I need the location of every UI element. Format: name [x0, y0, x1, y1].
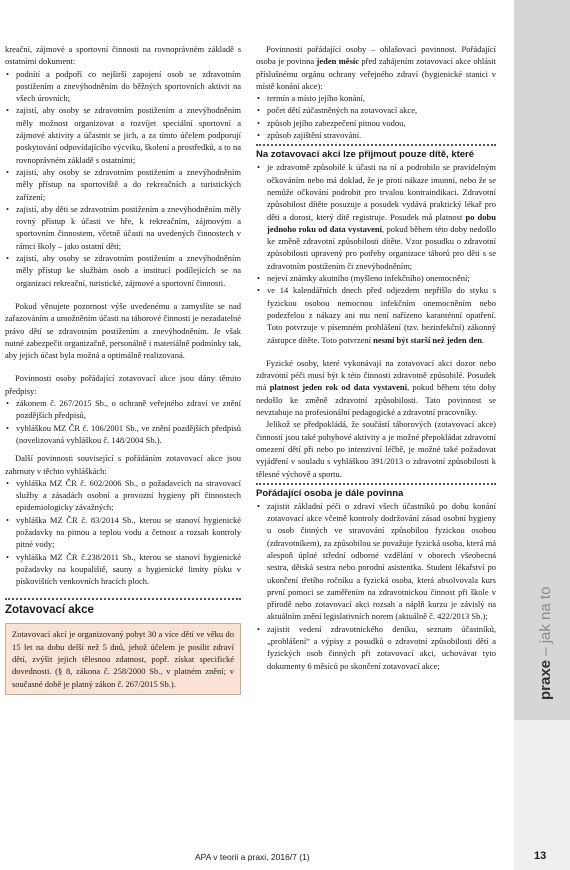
- list-item: • nejeví známky akutního (myšleno infekčního) onemocnění;: [256, 272, 496, 284]
- list-item: • vyhláška MZ ČR č. 83/2014 Sb., kterou se stanoví hygienické požadavky na pitnou a teplou vodu a četnost a rozsah kontroly pitné vody;: [5, 514, 241, 551]
- attention-paragraph: Pokud věnujete pozornost výše uvedenému a zamyslíte se nad zařazováním a umožněním účasti na táborové činnosti je nezadatelné právo dětí se zdravotním postižením a znevýhodněním. Je však nutné zabezpečit organizačně, personálně i materiálně podmínky tak, aby jejich účast byla možná a optimálně realizovaná.: [5, 300, 241, 361]
- list-item: • termín a místo jejího konání,: [256, 92, 496, 104]
- list-item: • způsob jejího zabezpečení pitnou vodou,: [256, 117, 496, 129]
- list-item: • ve 14 kalendářních dnech před odjezdem nepřišlo do styku s fyzickou osobou nemocnou infekčním onemocněním nebo podezřelou z nákazy ani mu není nařízeno karanténní opatření. Toto potvrzuje v písemném prohlášení (tzv. bezinfekční) zákonný zástupce dítěte. Toto potvrzení nesmí být starší než jeden den.: [256, 284, 496, 345]
- journal-citation: APA v teorii a praxi, 2016/7 (1): [195, 852, 310, 862]
- staff-health-paragraph: Fyzické osoby, které vykonávají na zotavovací akci dozor nebo zdravotní péči musí být k této činnosti zdravotně způsobilé. Posudek má platnost jeden rok od data vystavení, pokud během této doby nedošlo ke změně zdravotní způsobilosti. Tato povinnost se nevztahuje na profesionální pedagogické a zdravotní pracovníky.: [256, 357, 497, 418]
- list-item: • vyhláškou MZ ČR č. 106/2001 Sb., ve znění pozdějších předpisů (novelizovaná vyhláškou č. 148/2004 Sb.).: [5, 422, 241, 447]
- list-item: • vyhláška MZ ČR č.238/2011 Sb., kterou se stanoví hygienické požadavky na koupaliště, sauny a hygienické limity písku v pískovištích venkovních hracích ploch.: [5, 551, 241, 588]
- definition-box-title: Zotavovací akce: [5, 598, 241, 618]
- physical-activity-paragraph: Jelikož se předpokládá, že součástí táborových (zotavovací akce) činností jsou také pohybové aktivity a je možné přepokládat zdravotní omezení dětí při nebo po intenzivní léčbě, je možné také požadovat vyjádření v souladu s vyhláškou 391/2013 o zdravotní způsobilosti k tělesné výchově a sportu.: [256, 419, 496, 479]
- section-heading-organizer: Pořádající osoba je dále povinna: [256, 487, 404, 499]
- list-item: • zajistí, aby děti se zdravotním postižením a znevýhodněním měly rovný přístup k účasti ve hře, k rekreačním, zájmovým a sportovním činnostem, včetně účasti na uvedených činnostech v rámci školy – jako ostatní děti;: [5, 203, 241, 252]
- section-label: [537, 587, 554, 700]
- section-label-rest: – jak na to: [537, 586, 554, 660]
- section-heading-healthy-child: Na zotavovací akci lze přijmout pouze dítě, které: [256, 149, 475, 161]
- side-tab-lower-band: [514, 720, 570, 870]
- page-number: 13: [534, 850, 547, 862]
- list-item: • zajistí, aby osoby se zdravotním postižením a znevýhodněním měly možnost organizovat a rozvíjet speciální sportovní a zájmové aktivity a účastnit se jich, a za tímto účelem podporují poskytování odpovídajícího výcviku, školení a prostředků, a to na rovnoprávném základě s ostatními;: [5, 104, 241, 165]
- section-label-bold: praxe: [537, 659, 554, 700]
- organizer-duties-list: [256, 500, 496, 672]
- list-item: • je zdravotně způsobilé k účasti na ní a podrobilo se pravidelným očkováním nebo má doklad, že je proti nákaze imunní, nebo že se nemůže očkování podrobit pro trvalou kontraindikaci. Zdravotní způsobilost dítěte posuzuje a posudek vydává praktický lékař pro děti a dorost, který dítě registruje. Posudek má platnost po dobu jednoho roku od data vystavení, pokud během této doby nedošlo ke změně zdravotní způsobilosti dítěte. Vzor posudku o zdravotní způsobilosti upravený pro potřeby organizace táborů pro děti s se zdravotním postižením či znevýhodněním;: [256, 161, 496, 272]
- list-item: • vyhláška MZ ČR č. 602/2006 Sb., o požadavcích na stravovací služby a zásadách osobní a provozní hygieny při činnostech epidemiologicky závažných;: [5, 477, 241, 514]
- list-item: • způsob zajištění stravování.: [256, 129, 496, 141]
- left-column: [5, 43, 241, 695]
- list-item: • podnítí a podpoří co nejširší zapojení osob se zdravotním postižením a znevýhodněním do běžných sportovních aktivit na všech úrovních;: [5, 68, 241, 105]
- section-side-tab: [514, 0, 570, 870]
- dotted-divider: [256, 483, 496, 485]
- intro-bullet-list: [5, 68, 241, 289]
- list-item: • počet dětí zúčastněných na zotavovací akce,: [256, 104, 496, 116]
- regulations-bullet-list: [5, 477, 241, 588]
- list-item: • zákonem č. 267/2015 Sb., o ochraně veřejného zdraví ve znění pozdějších předpisů,: [5, 397, 241, 422]
- notification-paragraph: Povinnosti pořádající osoby – ohlašovací povinnost. Pořádající osoba je povinna jeden měsíc před zahájením zotavovací akce ohlásit příslušnému orgánu ochrany veřejného zdraví (hygienické stanici v místě konání akce):: [256, 44, 496, 91]
- duties-paragraph: Povinnosti osoby pořádající zotavovací akce jsou dány těmito předpisy:: [5, 373, 241, 396]
- duties-bullet-list: [5, 397, 241, 446]
- list-item: • zajistit základní péči o zdraví všech účastníků po dobu konání zotavovací akce včetně kontroly dodržování zásad osobní hygieny u osob činných ve stravování způsobilou fyzickou osobou (zdravotníkem), za způsobilou se považuje fyzická osoba, která má alespoň úplné střední odborné vzdělání v oborech všeobecná sestra, dětská sestra nebo porodní asistentka. Student lékařství po ukončení třetího ročníku a fyzická osoba, která absolvovala kurs první pomoci se zaměřením na zdravotnickou činnost při škole v přírodě nebo zotavovací akci rozsah a náplň kurzu je závislý na aktuálním znění legislativních norem (aktuálně č. 422/2013 Sb.);: [256, 500, 496, 623]
- child-requirements-list: [256, 161, 496, 345]
- dotted-divider: [256, 144, 496, 146]
- definition-box: Zotavovací akcí je organizovaný pobyt 30 a více dětí ve věku do 15 let na dobu delší než 5 dnů, jehož účelem je posílit zdraví dětí, zvýšit jejich tělesnou zdatnost, popř. získat specifické dovednosti. (§ 8, zákona č. 258/2000 Sb., v platném znění; v současné době je platný zákon č. 267/2015 Sb.).: [5, 623, 241, 694]
- right-column: [256, 43, 496, 672]
- notification-bullet-list: [256, 92, 496, 141]
- other-duties-paragraph: Další povinnosti související s pořádáním zotavovací akce jsou zahrnuty v těchto vyhláškách:: [5, 453, 241, 476]
- list-item: • zajistit vedení zdravotnického deníku, seznam účastníků, „prohlášení“ a výpisy z posudků o zdravotní způsobilosti dětí a fyzických osob činných při zotavovací akci, uchovávat tyto dokumenty 6 měsíců po skončení zotavovací akce;: [256, 623, 496, 672]
- list-item: • zajistí, aby osoby se zdravotním postižením a znevýhodněním měly přístup ke službám osob a institucí podílejících se na organizaci rekreační, turistické, zájmové a sportovní činnosti.: [5, 252, 241, 289]
- list-item: • zajistí, aby osoby se zdravotním postižením a znevýhodněním měly přístup na sportoviště a do rekreačních a turistických zařízení;: [5, 166, 241, 203]
- intro-paragraph: kreační, zájmové a sportovní činnosti na rovnoprávném základě s ostatními dokument:: [5, 44, 241, 67]
